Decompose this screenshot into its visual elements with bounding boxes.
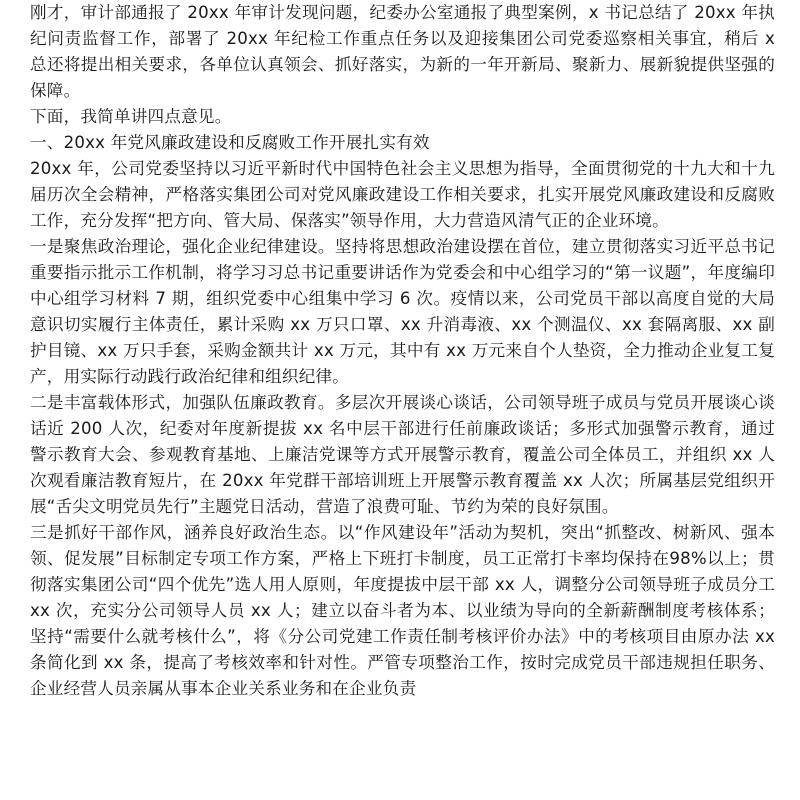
paragraph-point-2: 二是丰富载体形式，加强队伍廉政教育。多层次开展谈心谈话，公司领导班子成员与党员开展谈心谈话近 200 人次，纪委对年度新提拔 xx 名中层干部进行任前廉政谈话；多形式加强警示教育，通过警示教育大会、参观教育基地、上廉洁党课等方式开展警示教育，覆盖公司全体员工，并组织 xx 人次观看廉洁教育短片，在 20xx 年党群干部培训班上开展警示教育覆盖 xx 人次；所属基层党组织开展“舌尖文明党员先行”主题党日活动，营造了浪费可耻、节约为荣的良好氛围。 [30,393,775,516]
document-body [30,0,775,702]
paragraph-transition: 下面，我简单讲四点意见。 [30,107,232,126]
paragraph-intro: 刚才，审计部通报了 20xx 年审计发现问题，纪委办公室通报了典型案例，x 书记总结了 20xx 年执纪问责监督工作，部署了 20xx 年纪检工作重点任务以及迎接集团公司党委巡察相关事宜，稍后 x 总还将提出相关要求，各单位认真领会、抓好落实，为新的一年开新局、聚新力、展新貌提供坚强的保障。 [30,3,775,100]
paragraph-point-3: 三是抓好干部作风，涵养良好政治生态。以“作风建设年”活动为契机，突出“抓整改、树新风、强本领、促发展”目标制定专项工作方案，严格上下班打卡制度，员工正常打卡率均保持在98%以上；贯彻落实集团公司“四个优先”选人用人原则，年度提拔中层干部 xx 人，调整分公司领导班子成员分工 xx 次，充实分公司领导人员 xx 人；建立以奋斗者为本、以业绩为导向的全新薪酬制度考核体系；坚持“需要什么就考核什么”，将《分公司党建工作责任制考核评价办法》中的考核项目由原办法 xx 条简化到 xx 条，提高了考核效率和针对性。严管专项整治工作，按时完成党员干部违规担任职务、企业经营人员亲属从事本企业关系业务和在企业负责 [30,523,775,698]
section-heading-1: 一、20xx 年党风廉政建设和反腐败工作开展扎实有效 [30,133,430,152]
paragraph-summary: 20xx 年，公司党委坚持以习近平新时代中国特色社会主义思想为指导，全面贯彻党的十九大和十九届历次全会精神，严格落实集团公司对党风廉政建设工作相关要求，扎实开展党风廉政建设和反腐败工作，充分发挥“把方向、管大局、保落实”领导作用，大力营造风清气正的企业环境。 [30,159,775,230]
paragraph-point-1: 一是聚焦政治理论，强化企业纪律建设。坚持将思想政治建设摆在首位，建立贯彻落实习近平总书记重要指示批示工作机制，将学习习总书记重要讲话作为党委会和中心组学习的“第一议题”，年度编印中心组学习材料 7 期，组织党委中心组集中学习 6 次。疫情以来，公司党员干部以高度自觉的大局意识切实履行主体责任，累计采购 xx 万只口罩、xx 升消毒液、xx 个测温仪、xx 套隔离服、xx 副护目镜、xx 万只手套，采购金额共计 xx 万元，其中有 xx 万元来自个人垫资，全力推动企业复工复产，用实际行动践行政治纪律和组织纪律。 [30,237,775,386]
